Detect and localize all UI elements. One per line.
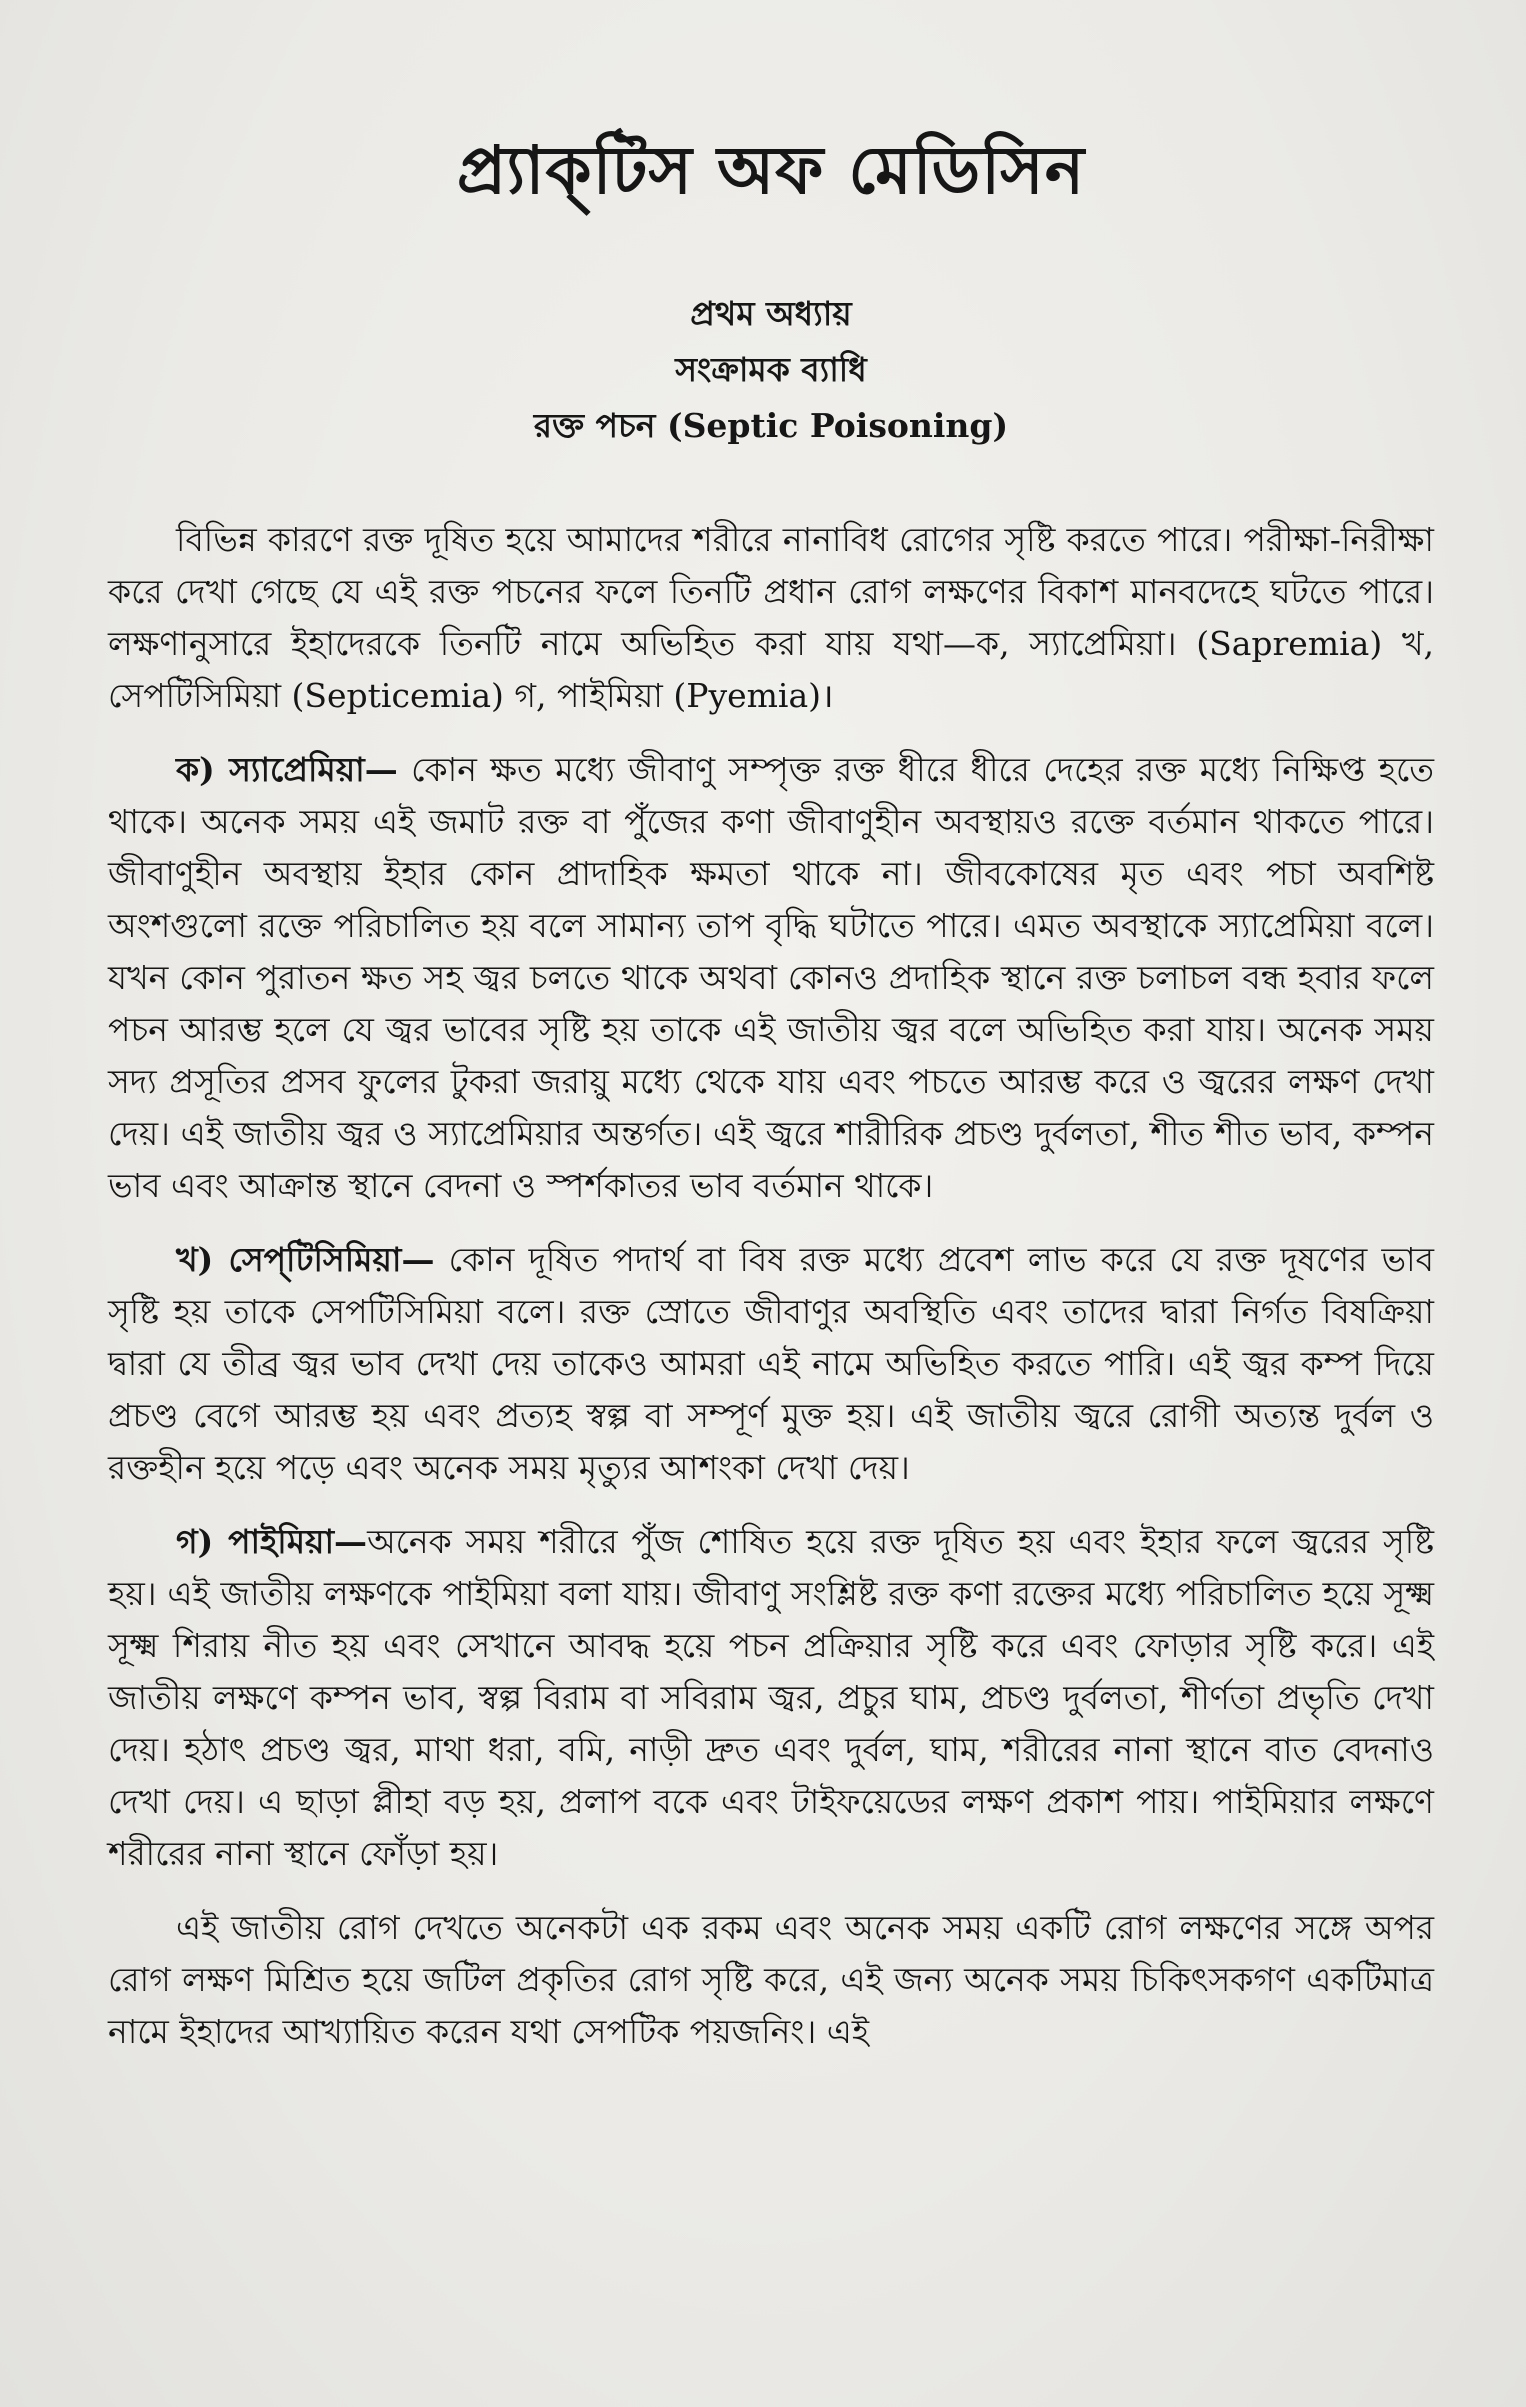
pyemia-paragraph — [108, 1516, 1434, 1880]
intro-paragraph: বিভিন্ন কারণে রক্ত দূষিত হয়ে আমাদের শরীরে নানাবিধ রোগের সৃষ্টি করতে পারে। পরীক্ষা-নিরীক্ষা করে দেখা গেছে যে এই রক্ত পচনের ফলে তিনটি প্রধান রোগ লক্ষণের বিকাশ মানবদেহে ঘটতে পারে। লক্ষণানুসারে ইহাদেরকে তিনটি নামে অভিহিত করা যায় যথা—ক, স্যাপ্রেমিয়া। (Sapremia) খ, সেপটিসিমিয়া (Septicemia) গ, পাইমিয়া (Pyemia)। — [108, 520, 1434, 715]
sapremia-paragraph — [108, 744, 1434, 1212]
sapremia-heading: ক) স্যাপ্রেমিয়া— — [176, 750, 398, 789]
subsection-heading: রক্ত পচন (Septic Poisoning) — [533, 406, 1009, 445]
pyemia-heading: গ) পাইমিয়া— — [176, 1522, 368, 1561]
septicemia-paragraph — [108, 1234, 1434, 1494]
sapremia-text: কোন ক্ষত মধ্যে জীবাণু সম্পৃক্ত রক্ত ধীরে ধীরে দেহের রক্ত মধ্যে নিক্ষিপ্ত হতে থাকে। অনেক সময় এই জমাট রক্ত বা পুঁজের কণা জীবাণুহীন অবস্থায়ও রক্তে বর্তমান থাকতে পারে। জীবাণুহীন অবস্থায় ইহার কোন প্রাদাহিক ক্ষমতা থাকে না। জীবকোষের মৃত এবং পচা অবশিষ্ট অংশগুলো রক্তে পরিচালিত হয় বলে সামান্য তাপ বৃদ্ধি ঘটাতে পারে। এমত অবস্থাকে স্যাপ্রেমিয়া বলে। যখন কোন পুরাতন ক্ষত সহ জ্বর চলতে থাকে অথবা কোনও প্রদাহিক স্থানে রক্ত চলাচল বন্ধ হবার ফলে পচন আরম্ভ হলে যে জ্বর ভাবের সৃষ্টি হয় তাকে এই জাতীয় জ্বর বলে অভিহিত করা যায়। অনেক সময় সদ্য প্রসূতির প্রসব ফুলের টুকরা জরায়ু মধ্যে থেকে যায় এবং পচতে আরম্ভ করে ও জ্বরের লক্ষণ দেখা দেয়। এই জাতীয় জ্বর ও স্যাপ্রেমিয়ার অন্তর্গত। এই জ্বরে শারীরিক প্রচণ্ড দুর্বলতা, শীত শীত ভাব, কম্পন ভাব এবং আক্রান্ত স্থানে বেদনা ও স্পর্শকাতর ভাব বর্তমান থাকে। — [108, 750, 1435, 1205]
septicemia-heading: খ) সেপ্‌টিসিমিয়া— — [176, 1240, 435, 1279]
septicemia-text: কোন দূষিত পদার্থ বা বিষ রক্ত মধ্যে প্রবেশ লাভ করে যে রক্ত দূষণের ভাব সৃষ্টি হয় তাকে সেপটিসিমিয়া বলে। রক্ত স্রোতে জীবাণুর অবস্থিতি এবং তাদের দ্বারা নির্গত বিষক্রিয়া দ্বারা যে তীব্র জ্বর ভাব দেখা দেয় তাকেও আমরা এই নামে অভিহিত করতে পারি। এই জ্বর কম্প দিয়ে প্রচণ্ড বেগে আরম্ভ হয় এবং প্রত্যহ স্বল্প বা সম্পূর্ণ মুক্ত হয়। এই জাতীয় জ্বরে রোগী অত্যন্ত দুর্বল ও রক্তহীন হয়ে পড়ে এবং অনেক সময় মৃত্যুর আশংকা দেখা দেয়। — [108, 1240, 1434, 1487]
page-body — [108, 514, 1434, 2058]
closing-paragraph: এই জাতীয় রোগ দেখতে অনেকটা এক রকম এবং অনেক সময় একটি রোগ লক্ষণের সঙ্গে অপর রোগ লক্ষণ মিশ্রিত হয়ে জটিল প্রকৃতির রোগ সৃষ্টি করে, এই জন্য অনেক সময় চিকিৎসকগণ একটিমাত্র নামে ইহাদের আখ্যায়িত করেন যথা সেপটিক পয়জনিং। এই — [108, 1908, 1434, 2051]
section-heading: সংক্রামক ব্যাধি — [675, 350, 867, 389]
page-title: প্র্যাক্‌টিস অফ মেডিসিন — [456, 131, 1086, 209]
pyemia-text: অনেক সময় শরীরে পুঁজ শোষিত হয়ে রক্ত দূষিত হয় এবং ইহার ফলে জ্বরের সৃষ্টি হয়। এই জাতীয় লক্ষণকে পাইমিয়া বলা যায়। জীবাণু সংশ্লিষ্ট রক্ত কণা রক্তের মধ্যে পরিচালিত হয়ে সূক্ষ্ম সূক্ষ্ম শিরায় নীত হয় এবং সেখানে আবদ্ধ হয়ে পচন প্রক্রিয়ার সৃষ্টি করে এবং ফোড়ার সৃষ্টি করে। এই জাতীয় লক্ষণে কম্পন ভাব, স্বল্প বিরাম বা সবিরাম জ্বর, প্রচুর ঘাম, প্রচণ্ড দুর্বলতা, শীর্ণতা প্রভৃতি দেখা দেয়। হঠাৎ প্রচণ্ড জ্বর, মাথা ধরা, বমি, নাড়ী দ্রুত এবং দুর্বল, ঘাম, শরীরের নানা স্থানে বাত বেদনাও দেখা দেয়। এ ছাড়া প্লীহা বড় হয়, প্রলাপ বকে এবং টাইফয়েডের লক্ষণ প্রকাশ পায়। পাইমিয়ার লক্ষণে শরীরের নানা স্থানে ফোঁড়া হয়। — [108, 1522, 1434, 1873]
chapter-heading: প্রথম অধ্যায় — [690, 294, 852, 333]
